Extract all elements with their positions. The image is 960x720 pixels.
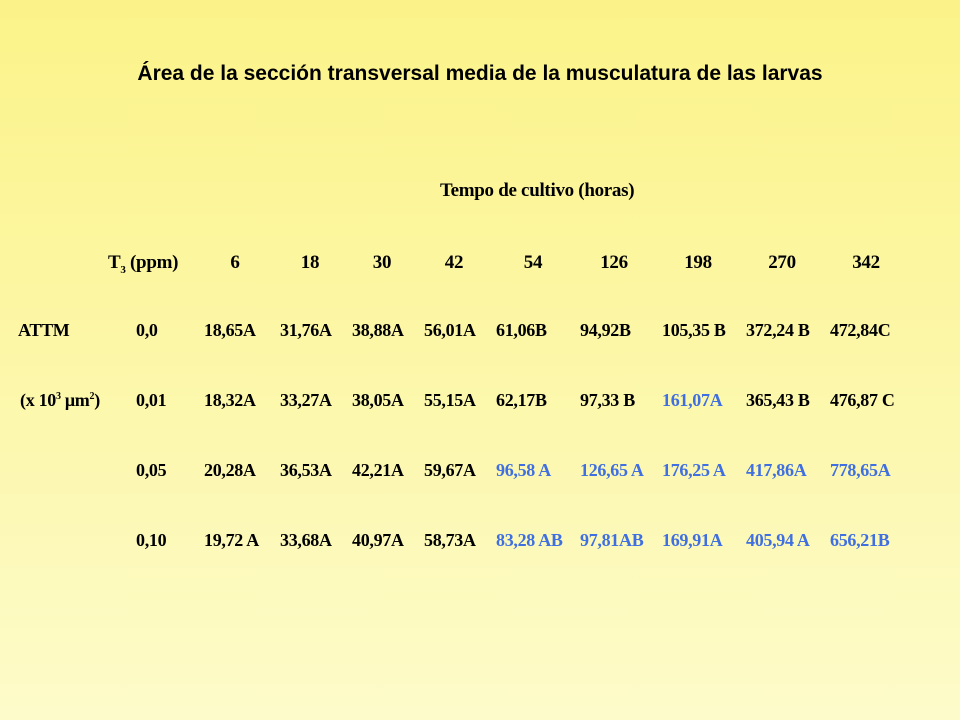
table-cell: 59,67A (424, 460, 476, 480)
column-header-42h: 42 (444, 252, 464, 273)
table-cell: 19,72 A (204, 530, 259, 550)
table-cell: 656,21B (830, 530, 890, 550)
table-cell: 40,97A (352, 530, 404, 550)
t3-value: 0,01 (136, 390, 167, 410)
slide-title: Área de la sección transversal media de la musculatura de las larvas (137, 62, 823, 85)
table-cell: 33,27A (280, 390, 332, 410)
table-cell: 476,87 C (830, 390, 895, 410)
row-label-attm: ATTM (18, 320, 70, 340)
table-cell: 169,91A (662, 530, 723, 550)
table-cell: 365,43 B (746, 390, 810, 410)
table-cell: 96,58 A (496, 460, 551, 480)
table-cell: 778,65A (830, 460, 891, 480)
column-header-30h: 30 (372, 252, 392, 273)
table-cell: 55,15A (424, 390, 476, 410)
table-cell: 94,92B (580, 320, 631, 340)
table-caption: Tempo de cultivo (horas) (440, 180, 635, 201)
column-header-54h: 54 (523, 252, 543, 273)
table-cell: 38,88A (352, 320, 404, 340)
table-cell: 417,86A (746, 460, 807, 480)
table-cell: 18,32A (204, 390, 256, 410)
table-cell: 33,68A (280, 530, 332, 550)
t3-value: 0,10 (136, 530, 167, 550)
table-cell: 61,06B (496, 320, 547, 340)
column-header-270h: 270 (768, 252, 796, 273)
table-cell: 36,53A (280, 460, 332, 480)
table-cell: 62,17B (496, 390, 547, 410)
table-cell: 472,84C (830, 320, 891, 340)
column-header-126h: 126 (600, 252, 628, 273)
column-header-6h: 6 (230, 252, 240, 273)
t3-column-header: $T_3$ (ppm) (108, 252, 179, 276)
table-cell: 20,28A (204, 460, 256, 480)
table-cell: 126,65 A (580, 460, 644, 480)
table-cell: 97,81AB (580, 530, 644, 550)
table-cell: 83,28 AB (496, 530, 563, 550)
table-cell: 372,24 B (746, 320, 810, 340)
table-cell: 42,21A (352, 460, 404, 480)
table-cell: 97,33 B (580, 390, 635, 410)
table-cell: 105,35 B (662, 320, 726, 340)
table-cell: 18,65A (204, 320, 256, 340)
table-cell: 56,01A (424, 320, 476, 340)
column-header-342h: 342 (852, 252, 880, 273)
table-cell: 58,73A (424, 530, 476, 550)
row-label-units: (x $10^3$ $\mu m^2$) (20, 390, 100, 410)
table-cell: 161,07A (662, 390, 723, 410)
t3-value: 0,0 (136, 320, 158, 340)
column-header-198h: 198 (684, 252, 712, 273)
t3-value: 0,05 (136, 460, 167, 480)
column-header-18h: 18 (300, 252, 320, 273)
table-cell: 176,25 A (662, 460, 726, 480)
table-cell: 31,76A (280, 320, 332, 340)
table-cell: 405,94 A (746, 530, 810, 550)
table-cell: 38,05A (352, 390, 404, 410)
